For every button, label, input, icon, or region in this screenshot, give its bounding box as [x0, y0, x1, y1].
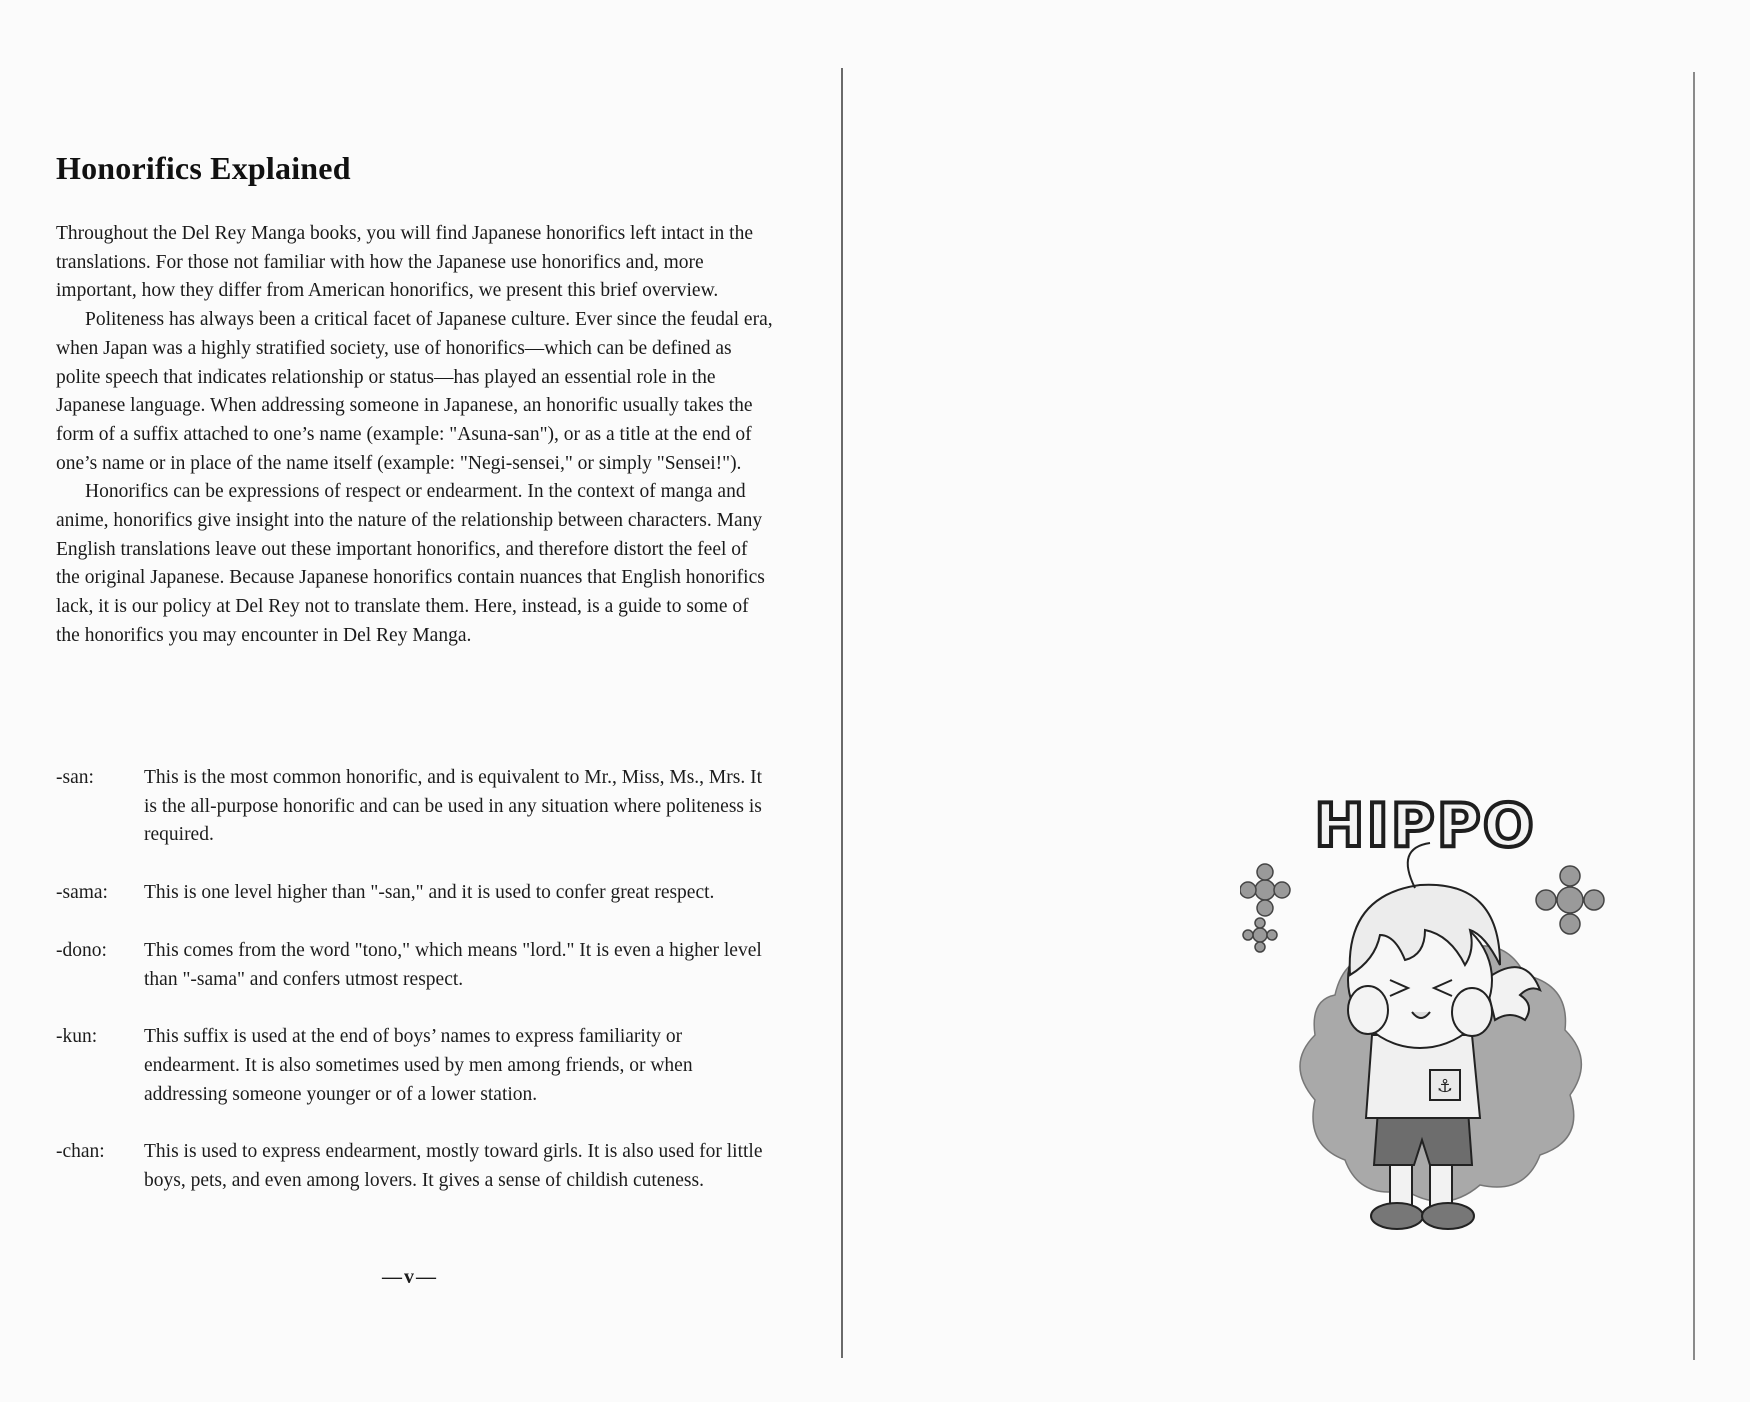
definition-term: -san: [56, 767, 94, 788]
left-page [0, 0, 840, 1402]
hippo-chibi-illustration [1240, 780, 1610, 1250]
page-number: —v— [382, 1266, 438, 1288]
flower-icon [1240, 864, 1290, 916]
definition-text: This suffix is used at the end of boys’ names to express familiarity or endearment. It is also sometimes used by men among friends, or when addressing someone younger or of a lower station. [144, 1026, 693, 1105]
definition-kun [56, 1023, 776, 1109]
intro-paragraph-2: Politeness has always been a critical facet of Japanese culture. Ever since the feudal era, when Japan was a highly stratified society, use of honorifics—which can be defined as polite speech that indicates relationship or status—has played an essential role in the Japanese language. When addressing someone in Japanese, an honorific usually takes the form of a suffix attached to one’s name (example: "Asuna-san"), or as a title at the end of one’s name or in place of the name itself (example: "Negi-sensei," or simply "Sensei!"). [56, 309, 773, 474]
intro-paragraph-3: Honorifics can be expressions of respect or endearment. In the context of manga and anime, honorifics give insight into the nature of the relationship between characters. Many English translations leave out these important honorifics, and therefore distort the feel of the original Japanese. Because Japanese honorifics contain nuances that English honorifics lack, it is our policy at Del Rey not to translate them. Here, instead, is a guide to some of the honorifics you may encounter in Del Rey Manga. [56, 481, 765, 646]
definition-term: -kun: [56, 1026, 98, 1048]
intro-paragraph-1: Throughout the Del Rey Manga books, you will find Japanese honorifics left intact in the translations. For those not familiar with how the Japanese use honorifics and, more important, how they differ from American honorifics, we present this brief overview. [56, 223, 753, 302]
definition-text: This is the most common honorific, and is equivalent to Mr., Miss, Ms., Mrs. It is the all-purpose honorific and can be used in any situation where politeness is required. [144, 767, 763, 846]
definition-text: This is used to express endearment, mostly toward girls. It is also used for little boys, pets, and even among lovers. It gives a sense of childish cuteness. [144, 1141, 763, 1192]
honorific-definitions [56, 764, 776, 1196]
intro-text [56, 220, 776, 651]
page-title: Honorifics Explained [56, 150, 351, 186]
definition-term: -dono: [56, 939, 107, 961]
definition-san [56, 764, 776, 850]
hippo-logo-text: HIPPO [1314, 791, 1536, 861]
definition-text: This is one level higher than "-san," and it is used to confer great respect. [144, 882, 715, 904]
definition-text: This comes from the word "tono," which means "lord." It is even a higher level than "-sama" and confers utmost respect. [144, 939, 762, 990]
definition-term: -sama: [56, 882, 108, 904]
definition-chan [56, 1138, 776, 1195]
svg-text:⚓: ⚓ [1436, 1076, 1454, 1097]
flower-icon [1536, 866, 1604, 934]
flower-icon [1243, 918, 1277, 952]
book-gutter [841, 68, 843, 1358]
definition-sama [56, 879, 776, 908]
definition-term: -chan: [56, 1141, 105, 1163]
page-edge [1693, 72, 1695, 1360]
definition-dono [56, 937, 776, 994]
